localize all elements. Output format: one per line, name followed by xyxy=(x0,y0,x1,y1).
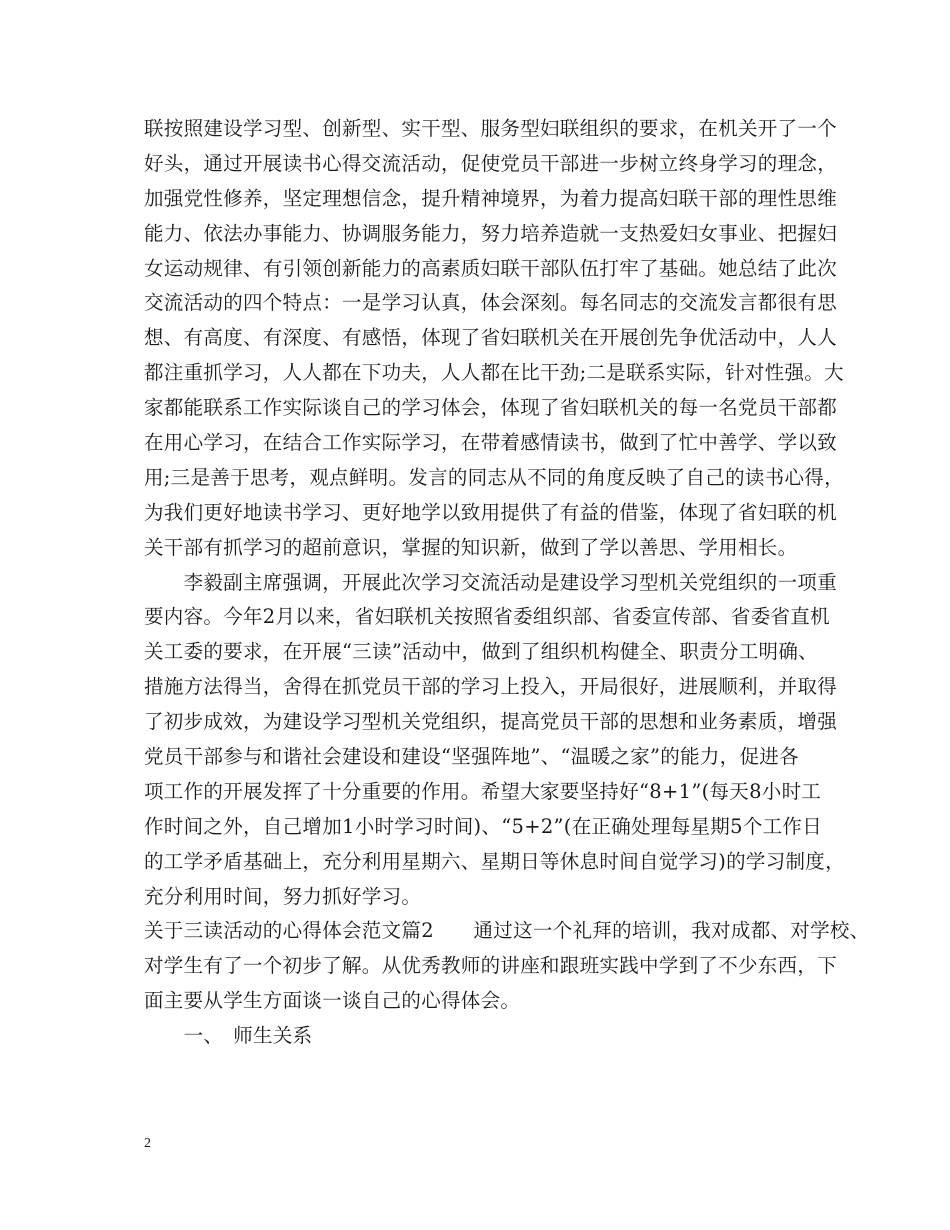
text-line: 家都能联系工作实际谈自己的学习体会，体现了省妇联机关的每一名党员干部都 xyxy=(144,396,838,420)
text-line: 联按照建设学习型、创新型、实干型、服务型妇联组织的要求，在机关开了一个 xyxy=(144,117,838,140)
section-title-line: 关于三读活动的心得体会范文篇2 通过这一个礼拜的培训，我对成都、对学校、 xyxy=(144,919,870,943)
text-line: 对学生有了一个初步了解。从优秀教师的讲座和跟班实践中学到了不少东西，下 xyxy=(144,954,838,978)
text-line: 交流活动的四个特点：一是学习认真，体会深刻。每名同志的交流发言都很有思 xyxy=(144,291,838,315)
text-line: 好头，通过开展读书心得交流活动，促使党员干部进一步树立终身学习的理念， xyxy=(144,151,838,175)
text-line: 能力、依法办事能力、协调服务能力，努力培养造就一支热爱妇女事业、把握妇 xyxy=(144,221,838,245)
text-line: 了初步成效，为建设学习型机关党组织，提高党员干部的思想和业务素质，增强 xyxy=(144,710,838,734)
text-line: 加强党性修养，坚定理想信念，提升精神境界，为着力提高妇联干部的理性思维 xyxy=(144,186,838,210)
text-line: 关干部有抓学习的超前意识，掌握的知识新，做到了学以善思、学用相长。 xyxy=(144,535,798,559)
text-line: 都注重抓学习，人人都在下功夫，人人都在比干劲;二是联系实际，针对性强。大 xyxy=(144,361,844,385)
text-line: 措施方法得当，舍得在抓党员干部的学习上投入，开局很好，进展顺利，并取得 xyxy=(144,675,838,699)
text-line: 女运动规律、有引领创新能力的高素质妇联干部队伍打牢了基础。她总结了此次 xyxy=(144,256,838,280)
text-line: 用;三是善于思考，观点鲜明。发言的同志从不同的角度反映了自己的读书心得， xyxy=(144,465,844,489)
text-line: 党员干部参与和谐社会建设和建设“坚强阵地”、“温暖之家”的能力，促进各 xyxy=(144,745,799,769)
text-line: 在用心学习，在结合工作实际学习，在带着感情读书，做到了忙中善学、学以致 xyxy=(144,431,838,455)
text-line: 充分利用时间，努力抓好学习。 xyxy=(144,884,422,908)
page-number: 2 xyxy=(144,1136,151,1151)
text-line: 项工作的开展发挥了十分重要的作用。希望大家要坚持好“8+1”(每天8小时工 xyxy=(144,779,822,803)
text-line: 作时间之外，自己增加1小时学习时间)、“5+2”(在正确处理每星期5个工作日 xyxy=(144,814,823,838)
text-line: 面主要从学生方面谈一谈自己的心得体会。 xyxy=(144,989,521,1013)
text-line: 关工委的要求，在开展“三读”活动中，做到了组织机构健全、职责分工明确、 xyxy=(144,640,818,664)
paragraph-start-line: 李毅副主席强调，开展此次学习交流活动是建设学习型机关党组织的一项重 xyxy=(144,570,838,594)
body-text xyxy=(144,112,870,1054)
text-line: 想、有高度、有深度、有感悟，体现了省妇联机关在开展创先争优活动中，人人 xyxy=(144,326,838,350)
text-line: 的工学矛盾基础上，充分利用星期六、星期日等休息时间自觉学习)的学习制度， xyxy=(144,849,845,873)
subheading-line: 一、 师生关系 xyxy=(144,1024,313,1048)
text-line: 要内容。今年2月以来，省妇联机关按照省委组织部、省委宣传部、省委省直机 xyxy=(144,605,830,629)
text-line: 为我们更好地读书学习、更好地学以致用提供了有益的借鉴，体现了省妇联的机 xyxy=(144,500,838,524)
